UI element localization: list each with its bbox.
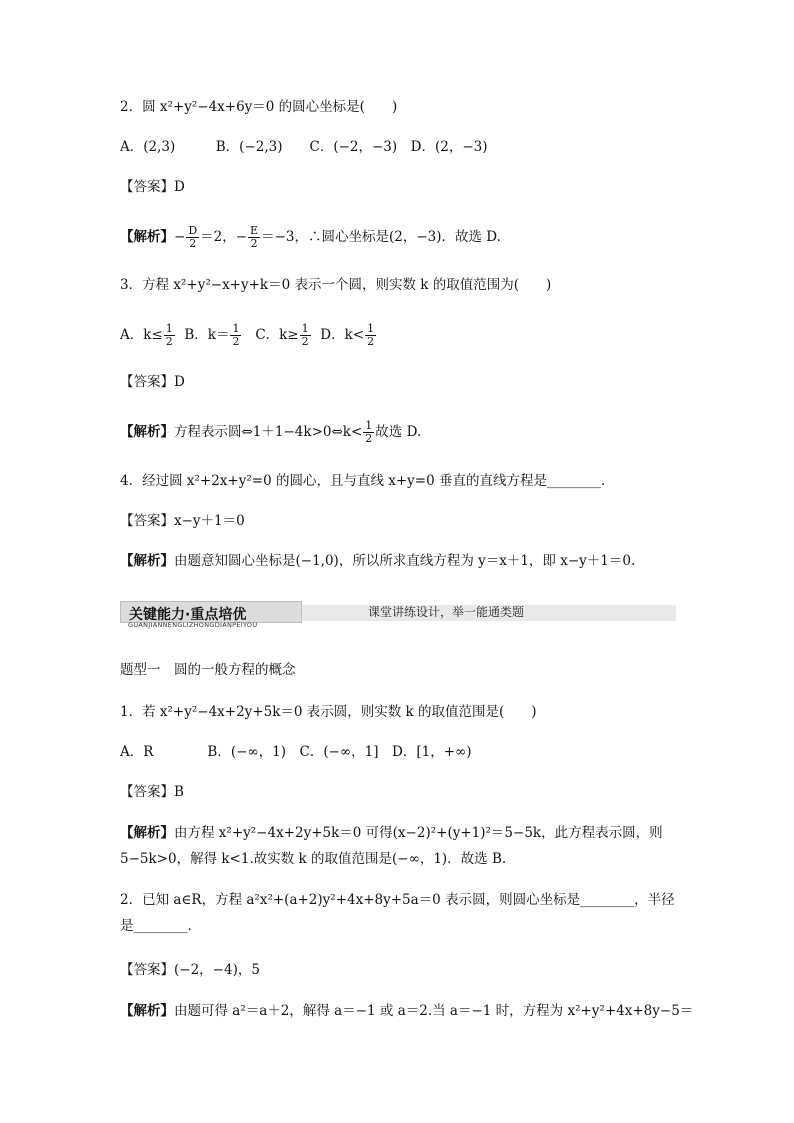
analysis-text: 由题可得 a²＝a＋2，解得 a＝−1 或 a＝2.当 a＝−1 时，方程为 x²+y²+4x+8y−5＝ <box>174 1003 694 1019</box>
analysis-label: 【解析】 <box>120 1003 174 1019</box>
option-a: A．k≤ <box>120 327 163 343</box>
type-heading: 题型一 圆的一般方程的概念 <box>120 662 296 678</box>
section-pinyin: GUANJIANNENGLIZHONGDIANPEIYOU <box>128 621 258 629</box>
option-c: C．k≥ <box>255 327 299 343</box>
question-2-answer: 【答案】D <box>120 179 185 195</box>
question-4: 4．经过圆 x²+2x+y²=0 的圆心，且与直线 x+y=0 垂直的直线方程是________． <box>120 473 615 489</box>
fraction-denominator: 2 <box>365 432 373 445</box>
fraction <box>363 420 374 445</box>
question-4-answer <box>120 511 680 531</box>
problem-2: 2．已知 a∈R，方程 a²x²+(a+2)y²+4x+8y+5a＝0 表示圆，则圆心坐标是________，半径是________． <box>120 892 675 934</box>
problem-2-analysis <box>120 1001 694 1021</box>
question-4-analysis <box>120 551 680 571</box>
analysis-label: 【解析】 <box>120 825 174 841</box>
fraction-numerator: D <box>188 224 198 237</box>
section-subtitle: 课堂讲练设计，举一能通类题 <box>368 605 525 619</box>
analysis-text: − <box>174 229 186 245</box>
answer-text: x−y＋1＝0 <box>174 513 245 529</box>
section-banner <box>120 601 676 635</box>
analysis-label: 【解析】 <box>120 424 174 440</box>
fraction <box>300 323 311 348</box>
fraction <box>365 323 376 348</box>
fraction-numerator: 1 <box>165 322 173 335</box>
problem-1: 1．若 x²+y²−4x+2y+5k＝0 表示圆，则实数 k 的取值范围是( ) <box>120 704 537 720</box>
fraction-numerator: E <box>250 224 259 237</box>
analysis-text: 由方程 x²+y²−4x+2y+5k＝0 可得(x−2)²+(y+1)²＝5−5k，此方程表示圆，则 5−5k>0，解得 k<1.故实数 k 的取值范围是(−∞，1)．故选 B. <box>120 825 663 867</box>
fraction-numerator: 1 <box>232 322 240 335</box>
problem-2-answer: 【答案】(−2，−4)，5 <box>120 962 260 978</box>
fraction <box>164 323 175 348</box>
analysis-text: 故选 D. <box>375 424 422 440</box>
analysis-text: 方程表示圆⇔1＋1−4k>0⇔k< <box>174 424 363 440</box>
analysis-text: 由题意知圆心坐标是(−1,0)，所以所求直线方程为 y＝x＋1，即 x−y＋1＝0. <box>174 553 636 569</box>
answer-label: 【答案】 <box>120 513 174 529</box>
fraction-denominator: 2 <box>367 335 375 348</box>
question-2: 2．圆 x²+y²−4x+6y＝0 的圆心坐标是( ) <box>120 99 398 115</box>
problem-1-answer: 【答案】B <box>120 784 184 800</box>
problem-1-options: A．R B．(−∞，1) C．(−∞，1] D．[1，+∞) <box>120 744 472 760</box>
fraction-numerator: 1 <box>365 419 373 432</box>
question-3: 3．方程 x²+y²−x+y+k＝0 表示一个圆，则实数 k 的取值范围为( ) <box>120 277 552 293</box>
fraction-denominator: 2 <box>250 237 258 250</box>
question-3-answer: 【答案】D <box>120 374 185 390</box>
question-2-options: A．(2,3) B．(−2,3) C．(−2，−3) D．(2，−3) <box>120 139 488 155</box>
option-d: D．k< <box>320 327 365 343</box>
analysis-text: ＝2，− <box>200 229 248 245</box>
fraction-denominator: 2 <box>301 335 309 348</box>
option-b: B．k＝ <box>184 327 230 343</box>
fraction-numerator: 1 <box>301 322 309 335</box>
section-title: 关键能力·重点培优 <box>129 607 247 623</box>
problem-1-analysis <box>120 820 680 872</box>
fraction-denominator: 2 <box>232 335 240 348</box>
fraction <box>248 225 260 250</box>
question-2-analysis <box>120 225 680 250</box>
analysis-label: 【解析】 <box>120 553 174 569</box>
fraction <box>186 225 199 250</box>
fraction-numerator: 1 <box>367 322 375 335</box>
banner-title-box <box>120 601 302 623</box>
fraction-denominator: 2 <box>165 335 173 348</box>
analysis-label: 【解析】 <box>120 229 174 245</box>
fraction-denominator: 2 <box>189 237 197 250</box>
question-3-options <box>120 323 680 348</box>
question-3-analysis <box>120 420 680 445</box>
fraction <box>230 323 241 348</box>
analysis-text: ＝−3，∴圆心坐标是(2，−3)．故选 D. <box>261 229 501 245</box>
